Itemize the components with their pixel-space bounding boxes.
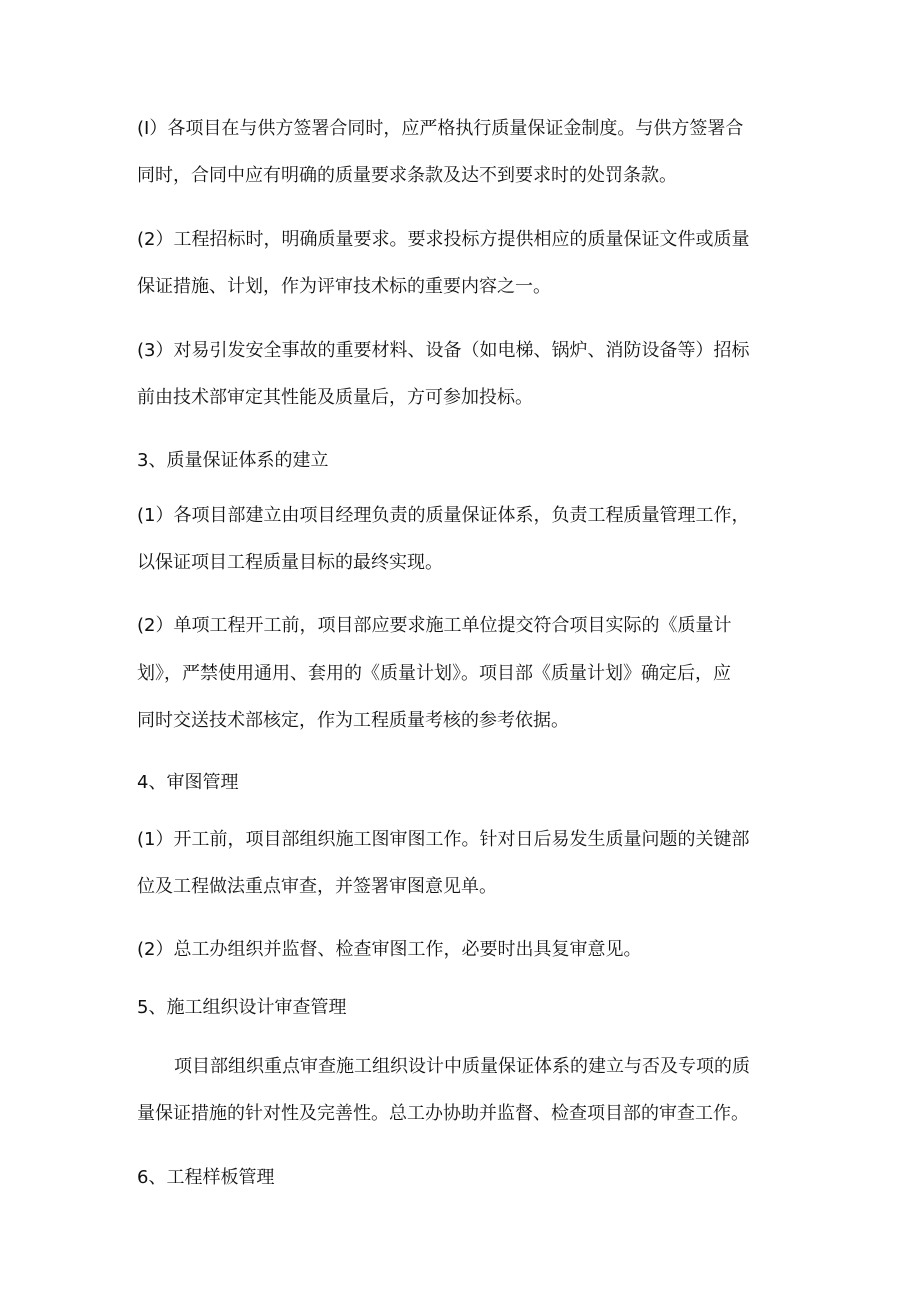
text-line: (2）工程招标时，明确质量要求。要求投标方提供相应的质量保证文件或质量 bbox=[137, 229, 750, 250]
section-heading: 4、审图管理 bbox=[137, 772, 239, 793]
text-line: 量保证措施的针对性及完善性。总工办协助并监督、检查项目部的审查工作。 bbox=[137, 1103, 749, 1124]
text-line: 位及工程做法重点审查，并签署审图意见单。 bbox=[137, 876, 497, 897]
text-line: 以保证项目工程质量目标的最终实现。 bbox=[137, 552, 443, 573]
section-heading: 5、施工组织设计审查管理 bbox=[137, 997, 347, 1018]
text-line: (1）各项目部建立由项目经理负责的质量保证体系，负责工程质量管理工作， bbox=[137, 505, 750, 526]
section-heading: 3、质量保证体系的建立 bbox=[137, 450, 329, 471]
text-line: (1）开工前，项目部组织施工图审图工作。针对日后易发生质量问题的关键部 bbox=[137, 829, 750, 850]
text-line: 项目部组织重点审查施工组织设计中质量保证体系的建立与否及专项的质 bbox=[174, 1056, 750, 1077]
text-line: 同时交送技术部核定，作为工程质量考核的参考依据。 bbox=[137, 710, 569, 731]
text-line: 划》，严禁使用通用、套用的《质量计划》。项目部《质量计划》确定后，应 bbox=[137, 663, 731, 684]
section-heading: 6、工程样板管理 bbox=[137, 1167, 275, 1188]
text-line: (I）各项目在与供方签署合同时，应严格执行质量保证金制度。与供方签署合 bbox=[137, 118, 744, 139]
text-line: 同时，合同中应有明确的质量要求条款及达不到要求时的处罚条款。 bbox=[137, 165, 677, 186]
text-line: (2）单项工程开工前，项目部应要求施工单位提交符合项目实际的《质量计 bbox=[137, 615, 732, 636]
text-line: (3）对易引发安全事故的重要材料、设备（如电梯、锅炉、消防设备等）招标 bbox=[137, 340, 750, 361]
text-line: (2）总工办组织并监督、检查审图工作，必要时出具复审意见。 bbox=[137, 939, 642, 960]
text-line: 前由技术部审定其性能及质量后，方可参加投标。 bbox=[137, 387, 533, 408]
text-line: 保证措施、计划，作为评审技术标的重要内容之一。 bbox=[137, 276, 551, 297]
